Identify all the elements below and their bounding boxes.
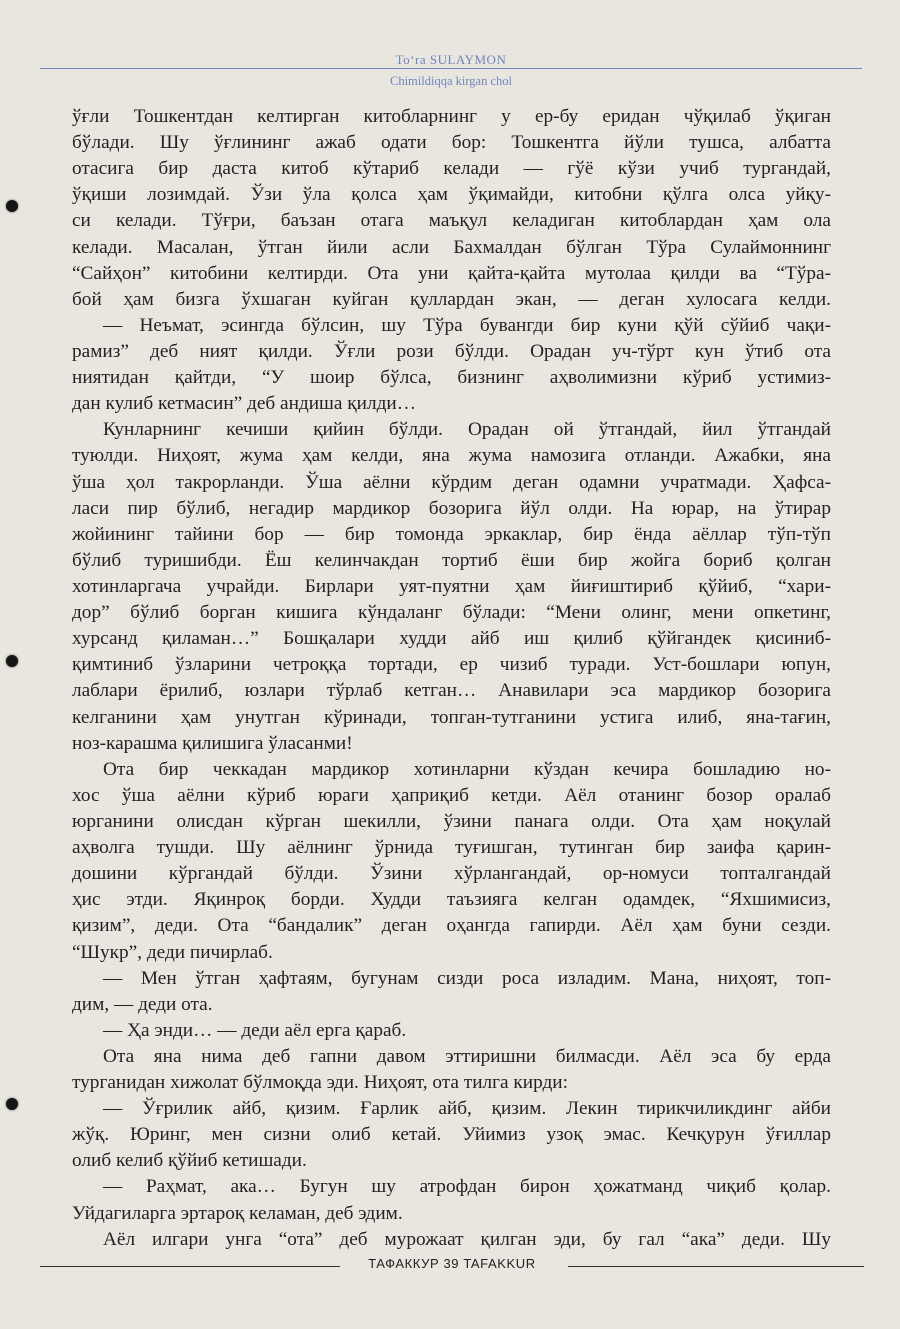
- text-line: жойининг тайини бор — бир томонда эркаклар, бир ёнда аёллар тўп-тўп: [72, 523, 831, 545]
- text-line: олиб келиб қўйиб кетишади.: [72, 1150, 307, 1172]
- text-line: рамиз” деб ният қилди. Ўғли рози бўлди. Орадан уч-тўрт кун ўтиб ота: [72, 340, 831, 362]
- text-line: хос ўша аёлни кўриб юраги ҳаприқиб кетди. Аёл отанинг бозор оралаб: [72, 784, 831, 806]
- text-line: ниятидан қайтди, “У шоир бўлса, бизнинг аҳволимизни кўриб устимиз-: [72, 367, 831, 389]
- binder-hole: [6, 1098, 18, 1110]
- text-line: си келади. Тўғри, баъзан отага маъқул келадиган китоблардан ҳам ола: [72, 210, 831, 232]
- text-line: турганидан хижолат бўлмоқда эди. Ниҳоят, ота тилга кирди:: [72, 1072, 568, 1094]
- text-line: Уйдагиларга эртароқ келаман, деб эдим.: [72, 1202, 403, 1224]
- text-line: — Мен ўтган ҳафтаям, бугунам сизди роса изладим. Мана, ниҳоят, топ-: [103, 967, 831, 989]
- text-line: Кунларнинг кечиши қийин бўлди. Орадан ой ўтгандай, йил ўтгандай: [103, 419, 831, 441]
- text-line: Ота яна нима деб гапни давом эттиришни билмасди. Аёл эса бу ерда: [103, 1045, 831, 1067]
- text-line: келганини ҳам унутган кўринади, топган-тутганини устига илиб, яна-тағин,: [72, 706, 831, 728]
- page-footer: [40, 1256, 864, 1276]
- text-line: отасига бир даста китоб кўтариб келади — гўё кўзи учиб тургандай,: [72, 158, 831, 180]
- binder-hole: [6, 655, 18, 667]
- text-line: — Ўғрилик айб, қизим. Ғарлик айб, қизим. Лекин тирикчиликдинг айби: [103, 1098, 831, 1120]
- text-line: қизим”, деди. Ота “бандалик” деган оҳангда гапирди. Аёл ҳам буни сезди.: [72, 915, 831, 937]
- text-line: дор” бўлиб борган кишига кўндаланг бўлади: “Мени олинг, мени опкетинг,: [72, 602, 831, 624]
- book-title: Chimildiqqa kirgan chol: [390, 74, 512, 88]
- text-line: ўғли Тошкентдан келтирган китобларнинг у ер-бу еридан чўқилаб ўқиган: [72, 106, 831, 127]
- text-line: юрганини олисдан кўрган шекилли, ўзини панага олди. Ота ҳам ноқулай: [72, 810, 831, 832]
- text-line: бўлади. Шу ўғлининг ажаб одати бор: Тошкентга йўли тушса, албатта: [72, 132, 831, 154]
- text-line: келади. Масалан, ўтган йили асли Бахмалдан бўлган Тўра Сулаймоннинг: [72, 236, 831, 258]
- text-line: дошини кўргандай бўлди. Ўзини хўрлангандай, ор-номуси топталгандай: [72, 863, 831, 885]
- text-line: бўлиб туришибди. Ёш келинчакдан тортиб ёши бир жойга бориб қолган: [72, 549, 831, 571]
- text-line: дим, — деди ота.: [72, 993, 213, 1015]
- text-line: лаблари ёрилиб, юзлари тўрлаб кетган… Анавилари эса мардикор бозорига: [72, 680, 831, 702]
- text-line: ласи пир бўлиб, негадир мардикор бозорига йўл олди. На юрар, на ўтирар: [72, 497, 831, 519]
- text-line: ҳис этди. Яқинроқ борди. Худди таъзияга келган одамдек, “Яхшимисиз,: [72, 889, 831, 911]
- text-line: хурсанд қиламан…” Бошқалари худди айб иш қилиб қўйгандек қисиниб-: [72, 628, 831, 650]
- text-line: Аёл илгари унга “ота” деб мурожаат қилган эди, бу гал “ака” деди. Шу: [103, 1228, 831, 1250]
- running-header: [40, 50, 862, 90]
- text-line: бой ҳам бизга ўхшаган куйган қуллардан экан, — деган хулосага келди.: [72, 288, 831, 310]
- text-line: ноз-карашма қилишига ўласанми!: [72, 732, 353, 754]
- text-line: “Сайҳон” китобини келтирди. Ота уни қайта-қайта мутолаа қилди ва “Тўра-: [72, 262, 831, 284]
- text-line: ўқиши лозимдай. Ўзи ўла қолса ҳам ўқимайди, китобни қўлга олса уйқу-: [72, 184, 831, 206]
- text-line: дан кулиб кетмасин” деб андиша қилди…: [72, 393, 416, 415]
- author-name: To‘ra SULAYMON: [395, 52, 507, 67]
- body-text: [72, 104, 831, 1253]
- text-line: туюлди. Ниҳоят, жума ҳам келди, яна жума намозига отланди. Ажабки, яна: [72, 445, 831, 467]
- footer-rule-right: [568, 1266, 864, 1267]
- text-line: хотинларгача учрайди. Бирлари уят-пуятни ҳам йиғиштириб қўйиб, “хари-: [72, 575, 831, 597]
- text-line: қимтиниб ўзларини четроққа тортади, ер чизиб туради. Уст-бошлари юпун,: [72, 654, 831, 676]
- text-line: жўқ. Юринг, мен сизни олиб кетай. Уйимиз узоқ эмас. Кечқурун ўғиллар: [72, 1124, 831, 1146]
- text-line: “Шукр”, деди пичирлаб.: [72, 941, 273, 963]
- text-line: — Ҳа энди… — деди аёл ерга қараб.: [103, 1019, 407, 1041]
- text-line: ўша ҳол такрорланди. Ўша аёлни кўрдим деган одамни учратмади. Ҳафса-: [72, 471, 831, 493]
- text-line: — Раҳмат, ака… Бугун шу атрофдан бирон ҳожатманд чиқиб қолар.: [103, 1176, 831, 1198]
- text-line: — Неъмат, эсингда бўлсин, шу Тўра бувангди бир куни қўй сўйиб чақи-: [103, 314, 831, 336]
- text-line: аҳволга тушди. Шу аёлнинг ўрнида туғишган, тутинган бир заифа қарин-: [72, 837, 831, 859]
- text-line: Ота бир чеккадан мардикор хотинларни кўздан кечира бошладию но-: [103, 758, 831, 780]
- binder-hole: [6, 200, 18, 212]
- footer-page-number: ТАФАККУР 39 TAFAKKUR: [368, 1256, 536, 1271]
- header-rule: [40, 68, 862, 69]
